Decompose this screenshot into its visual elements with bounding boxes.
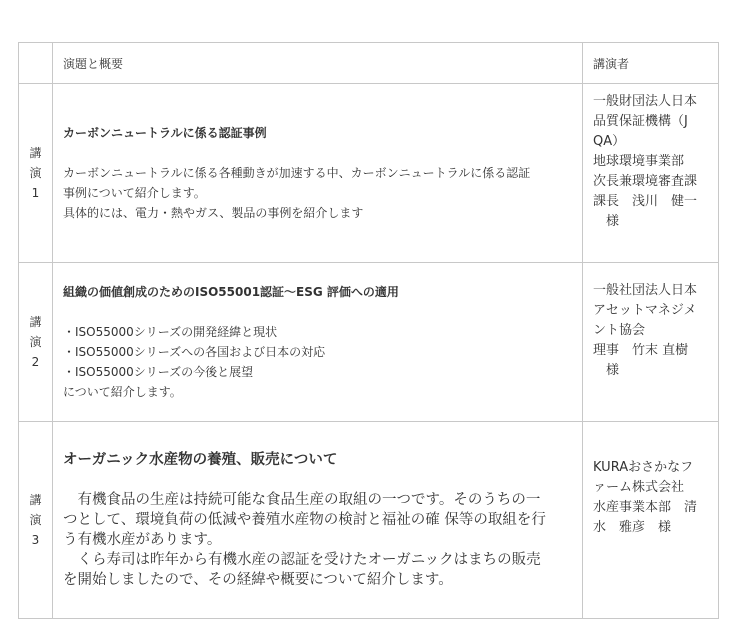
header-speaker-cell: 講演者 bbox=[583, 43, 719, 84]
lecture-summary bbox=[53, 263, 583, 422]
lecture-summary bbox=[53, 422, 583, 619]
lecture-table bbox=[18, 42, 719, 619]
header-title-cell: 演題と概要 bbox=[53, 43, 583, 84]
table-row bbox=[19, 422, 719, 619]
lecture-title: カーボンニュートラルに係る認証事例 bbox=[63, 126, 267, 140]
lecture-body-line: つとして、環境負荷の低減や養殖水産物の検討と福祉の確 保等の取組を行 bbox=[63, 512, 546, 528]
lecture-body-line: ・ISO55000シリーズの開発経緯と現状 bbox=[63, 325, 278, 339]
lecture-body-line: 事例について紹介します。 bbox=[63, 186, 206, 200]
lecture-body-line: う有機水産があります。 bbox=[63, 532, 222, 548]
lecture-body-line: カーボンニュートラルに係る各種動きが加速する中、カーボンニュートラルに係る認証 bbox=[63, 166, 531, 180]
lecture-summary bbox=[53, 84, 583, 263]
table-row bbox=[19, 263, 719, 422]
lecture-speaker: 一般財団法人日本 品質保証機構（J QA） 地球環境事業部 次長兼環境審査課 課長 浅川 健一 様 bbox=[583, 84, 719, 263]
lecture-body-line: 有機食品の生産は持続可能な食品生産の取組の一つです。そのうちの一 bbox=[63, 492, 541, 508]
lecture-number: 講 演 1 bbox=[19, 84, 53, 263]
table-row bbox=[19, 84, 719, 263]
lecture-body-line: 具体的には、電力・熱やガス、製品の事例を紹介します bbox=[63, 206, 364, 220]
lecture-body-line: を開始しましたので、その経緯や概要について紹介します。 bbox=[63, 572, 453, 588]
lecture-speaker: 一般社団法人日本 アセットマネジメ ント協会 理事 竹末 直樹 様 bbox=[583, 263, 719, 422]
lecture-body-line: ・ISO55000シリーズへの各国および日本の対応 bbox=[63, 345, 326, 359]
lecture-number: 講 演 3 bbox=[19, 422, 53, 619]
lecture-speaker: KURAおさかなフ ァーム株式会社 水産事業本部 清 水 雅彦 様 bbox=[583, 422, 719, 619]
lecture-title: オーガニック水産物の養殖、販売について bbox=[63, 452, 338, 468]
lecture-title: 組織の価値創成のためのISO55001認証〜ESG 評価への適用 bbox=[63, 285, 399, 299]
lecture-body-line: について紹介します。 bbox=[63, 385, 182, 399]
lecture-body-line: くら寿司は昨年から有機水産の認証を受けたオーガニックはまちの販売 bbox=[63, 552, 541, 568]
header-number-cell bbox=[19, 43, 53, 84]
lecture-number: 講 演 2 bbox=[19, 263, 53, 422]
table-header-row bbox=[19, 43, 719, 84]
lecture-body-line: ・ISO55000シリーズの今後と展望 bbox=[63, 365, 254, 379]
